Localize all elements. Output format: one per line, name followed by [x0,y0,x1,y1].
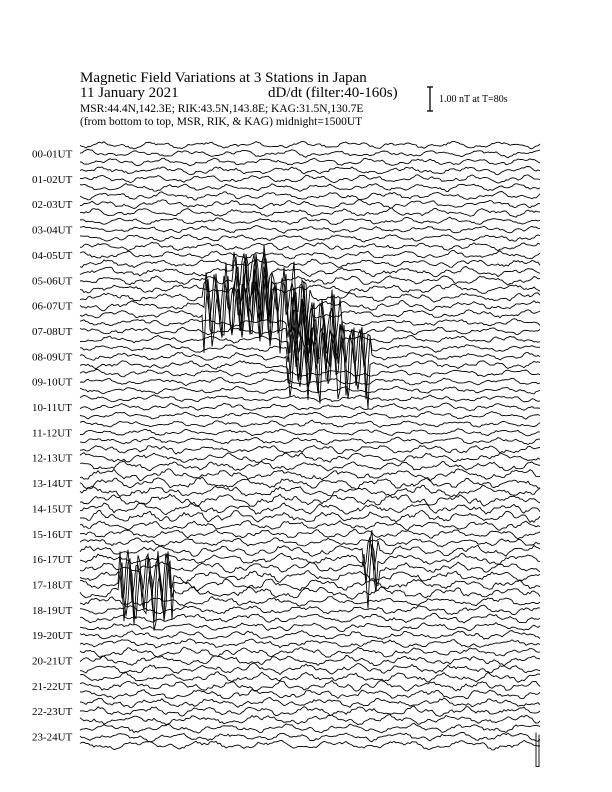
trace-rik-10-11ut [80,403,540,411]
hour-label: 09-10UT [32,376,73,389]
trace-msr-15-16ut [80,538,540,547]
trace-msr-03-04ut [80,235,540,242]
trace-kag-01-02ut [80,167,540,175]
trace-rik-03-04ut [80,226,540,234]
trace-rik-11-12ut [80,429,540,436]
hour-label: 17-18UT [32,579,73,592]
trace-rik-21-22ut [80,681,540,692]
trace-kag-04-05ut [80,242,540,251]
trace-msr-19-20ut [80,639,540,648]
hour-label: 05-06UT [32,275,73,288]
trace-rik-22-23ut [80,706,540,716]
trace-kag-02-03ut [80,192,540,201]
scale-bar-label: 1.00 nT at T=80s [439,94,508,105]
trace-msr-13-14ut [80,485,540,496]
trace-msr-21-22ut [80,690,540,699]
trace-kag-14-15ut [80,494,540,506]
trace-rik-20-21ut [80,656,540,666]
trace-kag-23-24ut [80,723,540,733]
hour-label: 03-04UT [32,224,73,237]
trace-rik-08-09ut [80,317,540,400]
data-type-label: dD/dt (filter:40-160s) [268,85,398,101]
hour-label: 15-16UT [32,528,73,541]
trace-area [80,141,540,766]
trace-rik-15-16ut [80,530,540,539]
hour-label: 08-09UT [32,351,73,364]
trace-kag-19-20ut [80,623,540,632]
chart-title: Magnetic Field Variations at 3 Stations in Japan [80,70,367,86]
hour-label: 07-08UT [32,325,73,338]
trace-msr-10-11ut [80,412,540,420]
station-coordinates: MSR:44.4N,142.3E; RIK:43.5N,143.8E; KAG:31.5N,130.7E [80,103,364,115]
hour-label: 13-14UT [32,478,73,491]
trace-kag-11-12ut [80,420,540,427]
trace-rik-12-13ut [80,453,540,463]
trace-msr-12-13ut [80,461,540,471]
hour-label: 14-15UT [32,503,73,516]
trace-rik-04-05ut [80,251,540,259]
trace-msr-11-12ut [80,437,540,444]
hour-label: 22-23UT [32,706,73,719]
hour-label: 16-17UT [32,554,73,567]
trace-msr-01-02ut [80,184,540,192]
trace-msr-02-03ut [80,208,540,217]
date-label: 11 January 2021 [80,85,179,101]
hour-label: 20-21UT [32,655,73,668]
trace-rik-14-15ut [80,503,540,515]
hour-label: 23-24UT [32,731,73,744]
trace-msr-00-01ut [80,158,540,166]
hour-label: 02-03UT [32,199,73,212]
trace-kag-21-22ut [80,672,540,682]
station-order-note: (from bottom to top, MSR, RIK, & KAG) midnight=1500UT [80,116,363,128]
hour-label: 10-11UT [32,402,72,414]
trace-kag-03-04ut [80,217,540,224]
trace-kag-22-23ut [80,697,540,707]
hour-labels [32,149,73,744]
trace-kag-20-21ut [80,647,540,657]
trace-kag-12-13ut [80,446,540,455]
hour-label: 11-12UT [32,427,72,440]
trace-msr-14-15ut [80,510,540,522]
hour-label: 12-13UT [32,452,73,465]
end-spike [536,733,539,767]
trace-msr-20-21ut [80,663,540,675]
trace-msr-04-05ut [80,259,540,267]
trace-rik-19-20ut [80,631,540,640]
trace-msr-18-19ut [80,613,540,623]
hour-label: 00-01UT [32,148,73,161]
hour-label: 21-22UT [32,680,73,693]
trace-msr-22-23ut [80,715,540,725]
hour-label: 19-20UT [32,630,73,643]
scale-bar [427,87,433,111]
hour-label: 06-07UT [32,300,73,313]
trace-kag-18-19ut [80,597,540,606]
trace-rik-18-19ut [80,605,540,614]
trace-rik-23-24ut [80,732,540,741]
trace-kag-10-11ut [80,395,540,402]
hour-label: 18-19UT [32,604,73,617]
hour-label: 01-02UT [32,173,73,186]
trace-kag-00-01ut [80,141,540,149]
trace-rik-02-03ut [80,199,540,208]
trace-kag-15-16ut [80,521,540,531]
hour-label: 04-05UT [32,249,73,262]
trace-rik-01-02ut [80,175,540,183]
trace-rik-00-01ut [80,149,540,158]
trace-msr-09-10ut [80,386,540,394]
